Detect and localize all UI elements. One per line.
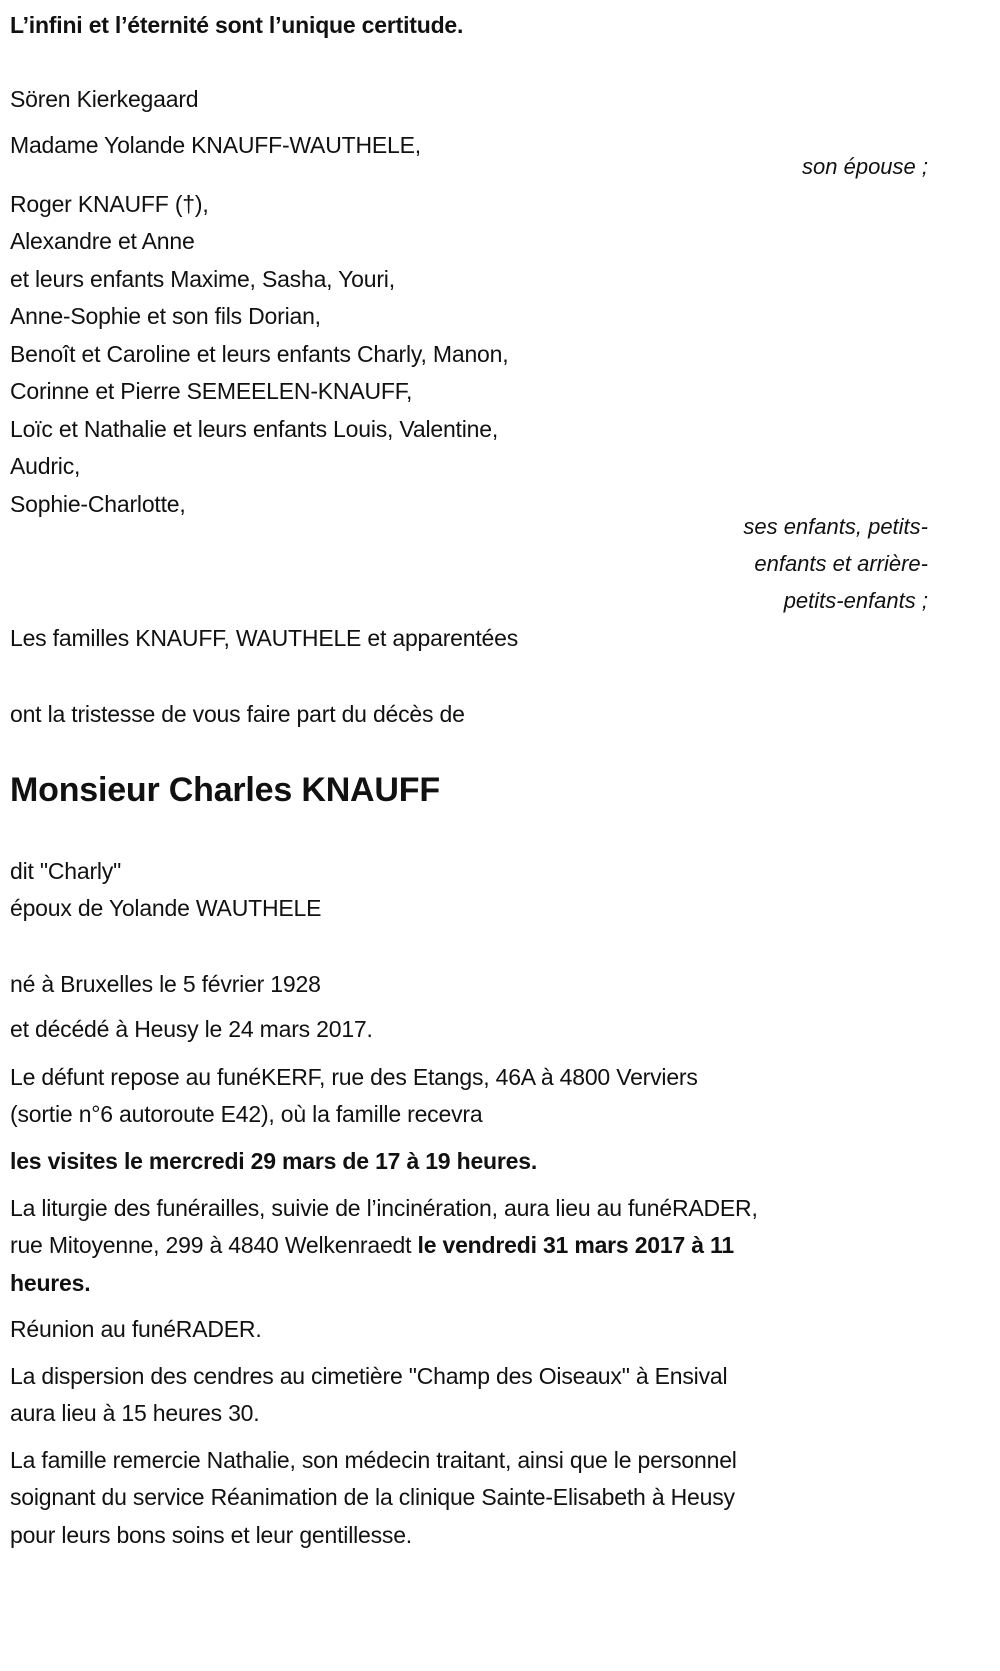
child-line: Benoît et Caroline et leurs enfants Charly, Manon, bbox=[10, 341, 509, 367]
deceased-name: Monsieur Charles KNAUFF bbox=[10, 771, 440, 809]
child-line: Anne-Sophie et son fils Dorian, bbox=[10, 303, 321, 329]
children-role: enfants et arrière- bbox=[754, 551, 928, 576]
child-line: Audric, bbox=[10, 453, 81, 479]
child-line: Alexandre et Anne bbox=[10, 228, 195, 254]
reunion: Réunion au funéRADER. bbox=[10, 1316, 262, 1342]
liturgy-hour: heures. bbox=[10, 1270, 91, 1296]
thanks-line: La famille remercie Nathalie, son médecin traitant, ainsi que le personnel bbox=[10, 1447, 737, 1473]
child-line: Loïc et Nathalie et leurs enfants Louis, Valentine, bbox=[10, 416, 499, 442]
dispersion-line: La dispersion des cendres au cimetière "Champ des Oiseaux" à Ensival bbox=[10, 1363, 728, 1389]
children-role: ses enfants, petits- bbox=[743, 514, 928, 539]
nickname: dit "Charly" bbox=[10, 858, 122, 884]
visits: les visites le mercredi 29 mars de 17 à 19 heures. bbox=[10, 1148, 538, 1174]
spouse-of: époux de Yolande WAUTHELE bbox=[10, 895, 322, 921]
thanks-line: pour leurs bons soins et leur gentillesse. bbox=[10, 1522, 412, 1548]
dispersion-line: aura lieu à 15 heures 30. bbox=[10, 1400, 260, 1426]
children-role: petits-enfants ; bbox=[783, 588, 928, 613]
child-line: Sophie-Charlotte, bbox=[10, 491, 186, 517]
birth: né à Bruxelles le 5 février 1928 bbox=[10, 971, 321, 997]
child-line: Roger KNAUFF (†), bbox=[10, 191, 209, 217]
child-line: Corinne et Pierre SEMEELEN-KNAUFF, bbox=[10, 378, 413, 404]
liturgy-line bbox=[10, 1230, 734, 1260]
child-line: et leurs enfants Maxime, Sasha, Youri, bbox=[10, 266, 395, 292]
quote: L’infini et l’éternité sont l’unique certitude. bbox=[10, 12, 464, 38]
announcement: ont la tristesse de vous faire part du décès de bbox=[10, 701, 465, 727]
liturgy-line: La liturgie des funérailles, suivie de l’incinération, aura lieu au funéRADER, bbox=[10, 1195, 758, 1221]
liturgy-address: rue Mitoyenne, 299 à 4840 Welkenraedt bbox=[10, 1232, 418, 1258]
thanks-line: soignant du service Réanimation de la clinique Sainte-Elisabeth à Heusy bbox=[10, 1484, 735, 1510]
liturgy-date: le vendredi 31 mars 2017 à 11 bbox=[417, 1232, 734, 1258]
quote-author: Sören Kierkegaard bbox=[10, 86, 199, 112]
spouse-role: son épouse ; bbox=[802, 154, 928, 179]
families: Les familles KNAUFF, WAUTHELE et apparentées bbox=[10, 625, 519, 651]
death: et décédé à Heusy le 24 mars 2017. bbox=[10, 1016, 373, 1042]
repose-line: Le défunt repose au funéKERF, rue des Etangs, 46A à 4800 Verviers bbox=[10, 1064, 698, 1090]
repose-line: (sortie n°6 autoroute E42), où la famille recevra bbox=[10, 1101, 483, 1127]
spouse-name: Madame Yolande KNAUFF-WAUTHELE, bbox=[10, 132, 421, 158]
